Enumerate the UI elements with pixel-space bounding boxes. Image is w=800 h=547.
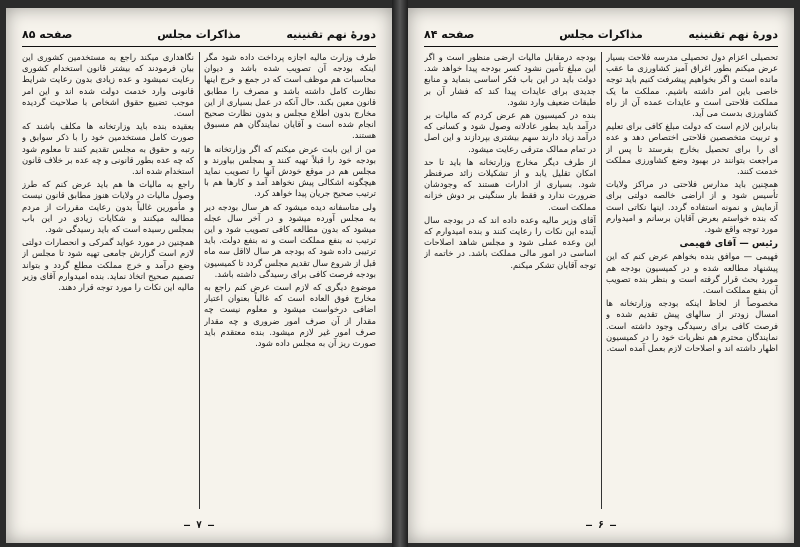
right-page-header [424,28,778,46]
right-page-footer-number: — ۶ — [585,520,617,531]
left-page-footer-number: — ۷ — [183,520,215,531]
left-header-page-number: صفحه ۸۵ [22,28,73,41]
right-header-rule [424,46,778,47]
paragraph: من از این بابت عرض میکنم که اگر وزارتخانه ها بودجه خود را قبلاً تهیه کنند و بمجلس بیاورند و مجلس هم در موقع خودش آنها را تصویب نماید هیچگونه اشکالی پیش نخواهد آمد و کارها هم با ترتیب صحیح جریان پیدا خواهد کرد. [204,143,376,199]
paragraph: بعقیده بنده باید وزارتخانه ها مکلف باشند که صورت کامل مستخدمین خود را با ذکر سوابق و رتبه و حقوق به مجلس تقدیم کنند تا معلوم شود که چه عده بطور قانونی و چه عده بر خلاف قانون استخدام شده اند. [22,121,194,177]
paragraph: بنده در کمیسیون هم عرض کردم که مالیات بر درآمد باید بطور عادلانه وصول شود و کسانی که درآمد زیاد دارند سهم بیشتری بپردازند و این اصل در تمام ممالک مترقی رعایت میشود. [424,110,596,154]
right-page-left-column [424,52,596,509]
paragraph: همچنین باید مدارس فلاحتی در مراکز ولایات تأسیس شود و از اراضی خالصه دولتی برای آزمایش و نمونه استفاده گردد. اینها نکاتی است که بنده خواستم بعرض آقایان برسانم و امیدوارم مورد توجه واقع شود. [606,179,778,235]
paragraph: راجع به مالیات ها هم باید عرض کنم که طرز وصول مالیات در ولایات هنوز مطابق قانون نیست و مأمورین غالباً بدون رعایت مقررات از مردم مطالبه میکنند و شکایات زیادی در این باب بمجلس رسیده است که باید رسیدگی شود. [22,179,194,235]
paragraph: ولی متاسفانه دیده میشود که هر سال بودجه دیر به مجلس آورده میشود و در آخر سال عجله میشود که بدون مطالعه کافی تصویب شود و این ترتیب نه بنفع مملکت است و نه بنفع دولت. باید ترتیبی داده شود که بودجه هر سال لااقل سه ماه قبل از شروع سال تقدیم مجلس گردد تا کمیسیون بودجه فرصت کافی برای رسیدگی داشته باشد. [204,201,376,279]
left-header-issue: دورهٔ نهم تقنینیه [286,28,376,41]
speaker-heading: رئیس — آقای فهیمی [679,238,778,250]
left-page-header [22,28,376,46]
right-header-page-number: صفحه ۸۴ [424,28,475,41]
left-page-right-column [204,52,376,509]
right-page [408,8,794,543]
paragraph: فهیمی — موافق بنده بخواهم عرض کنم که این پیشنهاد مطالعه شده و در کمیسیون بودجه هم مورد بحث قرار گرفته است و بنظر بنده تصویب آن بنفع مملکت است. [606,251,778,296]
paragraph: موضوع دیگری که لازم است عرض کنم راجع به مخارج فوق العاده است که غالباً بعنوان اعتبار اضافی درخواست میشود و معلوم نیست چه مقدار از آن صرف امور ضروری و چه مقدار صرف امور غیر لازم میشود. بنده معتقدم باید صورت ریز آن به مجلس داده شود. [204,282,376,349]
paragraph: تحصیلی اعزام دول تحصیلی مدرسه فلاحت بسیار عرض میکنم بطور اغراق آمیز کشاورزی ما عقب مانده است و اگر بخواهیم پیشرفت کنیم باید توجه خاصی باین امر داشته باشیم. مملکت ما یک مملکت فلاحتی است و عایدات عمده آن از راه کشاورزی بدست می آید. [606,52,778,119]
left-page-left-column [22,52,194,509]
left-page [6,8,392,543]
paragraph: مخصوصاً از لحاظ اینکه بودجه وزارتخانه ها امسال زودتر از سالهای پیش تقدیم شده و فرصت کافی برای رسیدگی وجود داشته است. نمایندگان محترم هم نظریات خود را در کمیسیون اظهار داشته اند و اصلاحات لازم بعمل آمده است. [606,298,778,354]
right-column-divider [601,52,602,509]
paragraph: بنابراین لازم است که دولت مبلغ کافی برای تعلیم و تربیت متخصصین فلاحتی اختصاص دهد و عده ای را برای تحصیل بخارج بفرستد تا پس از مراجعت بتوانند در بهبود وضع کشاورزی مملکت خدمت کنند. [606,121,778,177]
right-page-right-column [606,52,778,509]
left-column-divider [199,52,200,509]
left-header-title: مذاکرات مجلس [157,28,241,41]
paragraph: از طرف دیگر مخارج وزارتخانه ها باید تا حد امکان تقلیل یابد و از تشکیلات زائد صرفنظر شود. بسیاری از ادارات هستند که وجودشان ضرورت ندارد و فقط بار سنگینی بر دوش خزانه مملکت است. [424,156,596,212]
paragraph: بودجه درمقابل مالیات ارضی منظور است و اگر این مبلغ تأمین نشود کسر بودجه پیدا خواهد شد. دولت باید در این باب فکر اساسی بنماید و منابع جدیدی برای عایدات پیدا کند که فشار آن بر طبقات ضعیف وارد نشود. [424,52,596,107]
right-header-title: مذاکرات مجلس [559,28,643,41]
paragraph: همچنین در مورد عواید گمرکی و انحصارات دولتی لازم است گزارش جامعی تهیه شود تا مجلس از وضع درآمد و خرج مملکت مطلع گردد و بتواند تصمیم صحیح اتخاذ نماید. بنده امیدوارم آقای وزیر مالیه این نکات را مورد توجه قرار دهند. [22,237,194,293]
paragraph: آقای وزیر مالیه وعده داده اند که در بودجه سال آینده این نکات را رعایت کنند و بنده امیدوارم که این وعده عملی شود و مجلس شاهد اصلاحات اساسی در امور مالی مملکت باشد. در خاتمه از توجه آقایان تشکر میکنم. [424,214,596,270]
paragraph: طرف وزارت مالیه اجازه پرداخت داده شود مگر اینکه بودجه آن تصویب شده باشد و دیوان محاسبات هم موظف است که در جمع و خرج اینها نظارت کامل داشته باشد و مصرف را مطابق قانون معین بکند. حال آنکه در عمل بسیاری از این مخارج بدون اطلاع مجلس و بدون نظارت صحیح انجام شده است و آقایان نمایندگان هم مسبوق هستند. [204,52,376,141]
left-header-rule [22,46,376,47]
right-header-issue: دورهٔ نهم تقنینیه [688,28,778,41]
book-gutter [392,0,408,547]
paragraph: نگاهداری میکند راجع به مستخدمین کشوری این بیان فرمودند که بیشتر قانون استخدام کشوری رعایت نمیشود و عده زیادی بدون رعایت شرایط قانونی وارد خدمت دولت شده اند و این امر موجب تضییع حقوق اشخاص با صلاحیت گردیده است. [22,52,194,119]
